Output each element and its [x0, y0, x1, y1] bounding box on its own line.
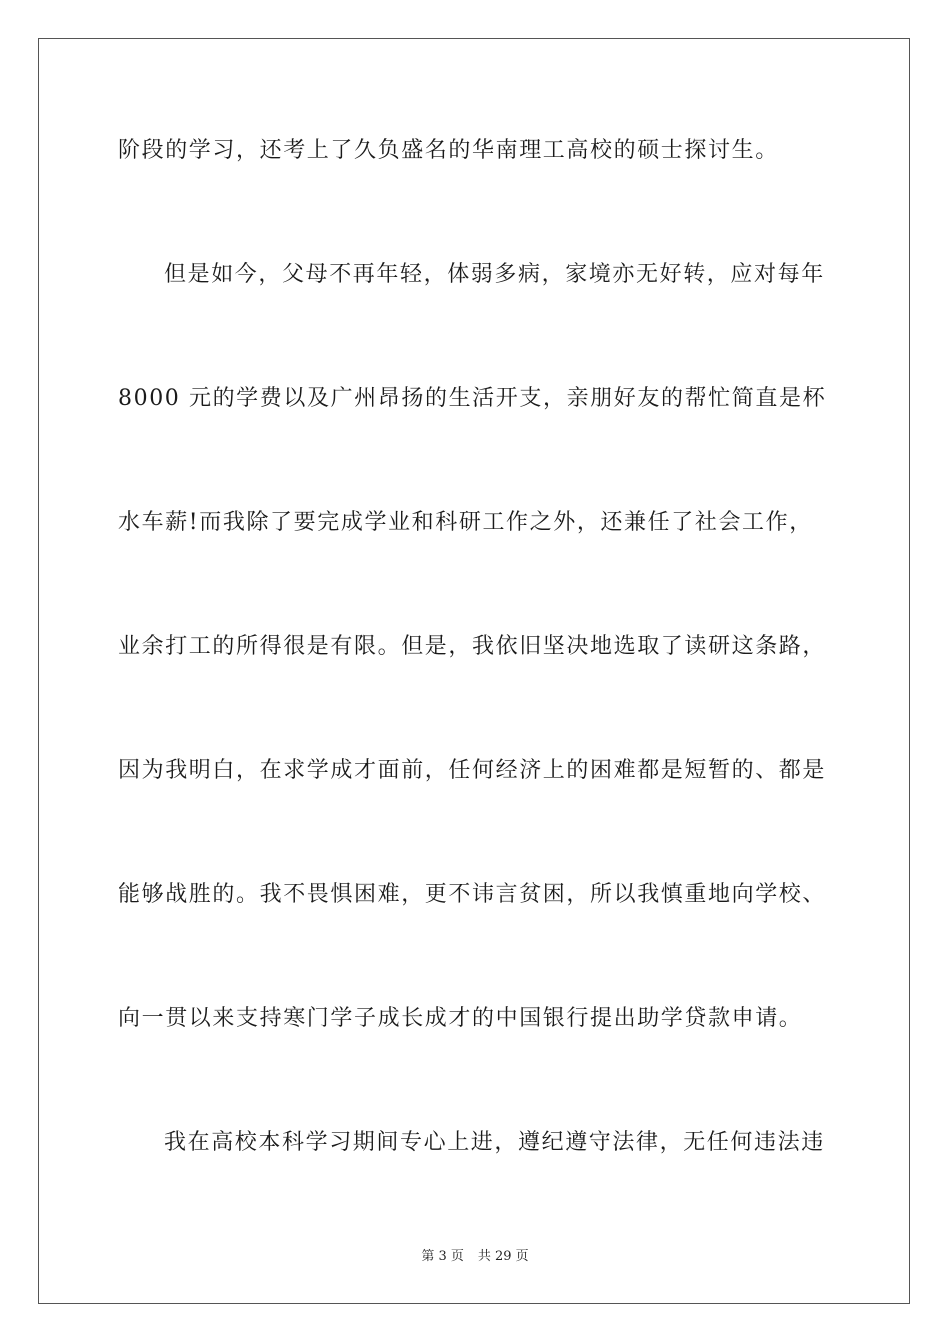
- paragraph-line: 能够战胜的。我不畏惧困难，更不讳言贫困，所以我慎重地向学校、: [118, 882, 827, 907]
- paragraph-line: 阶段的学习，还考上了久负盛名的华南理工高校的硕士探讨生。: [118, 138, 779, 163]
- paragraph-line: 向一贯以来支持寒门学子成长成才的中国银行提出助学贷款申请。: [118, 1006, 803, 1031]
- paragraph-line: 我在高校本科学习期间专心上进，遵纪遵守法律，无任何违法违: [164, 1130, 825, 1155]
- paragraph-line: 业余打工的所得很是有限。但是，我依旧坚决地选取了读研这条路，: [118, 634, 827, 659]
- paragraph-line: 水车薪!而我除了要完成学业和科研工作之外，还兼任了社会工作，: [118, 510, 813, 535]
- page-total: 共 29 页: [477, 1249, 529, 1264]
- paragraph-line: 因为我明白，在求学成才面前，任何经济上的困难都是短暂的、都是: [118, 758, 827, 783]
- page-footer: [0, 1248, 950, 1266]
- page-number: 第 3 页: [421, 1249, 464, 1264]
- paragraph-line: 8000 元的学费以及广州昂扬的生活开支，亲朋好友的帮忙简直是杯: [118, 386, 827, 411]
- paragraph-line: 但是如今，父母不再年轻，体弱多病，家境亦无好转，应对每年: [164, 262, 825, 287]
- page-border: [38, 38, 910, 1304]
